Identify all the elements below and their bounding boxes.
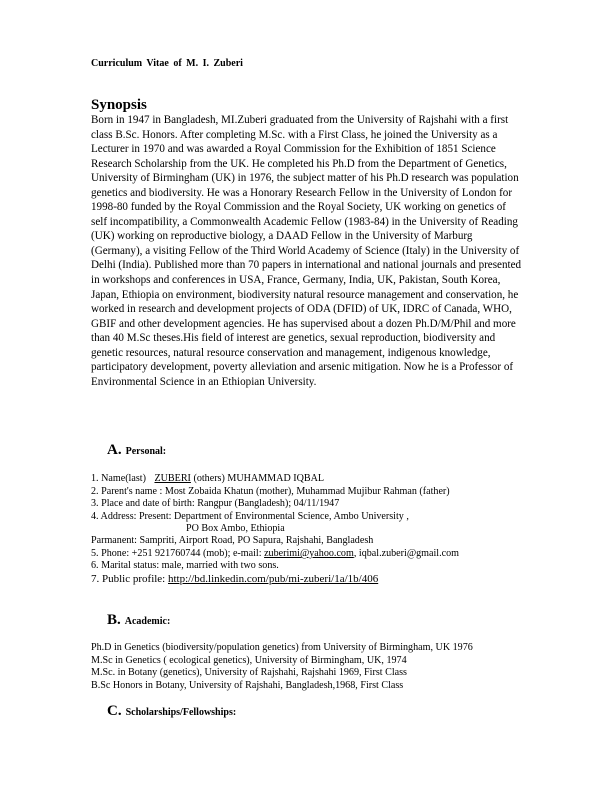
profile-prefix: 7. Public profile:	[91, 573, 166, 585]
name-rest: (others) MUHAMMAD IQBAL	[193, 473, 325, 484]
scholarships-section-title: Scholarships/Fellowships:	[125, 707, 237, 718]
scholarships-section-letter: C.	[107, 703, 122, 719]
name-prefix: 1. Name(last)	[91, 473, 146, 484]
phone-prefix: 5. Phone: +251 921760744 (mob); e-mail:	[91, 548, 262, 559]
synopsis-paragraph: Born in 1947 in Bangladesh, MI.Zuberi graduated from the University of Rajshahi with a first class B.Sc. Honors. After completing M.Sc. with a First Class, he joined the University as a Lecturer in 1970 and was awarded a Royal Commission for the Exhibition of 1851 Science Research Scholarship from the UK. He completed his Ph.D from the Department of Genetics, University of Birmingham (UK) in 1976, the subject matter of his Ph.D research was population genetics and biodiversity. He was a Honorary Research Fellow in the University of London for 1998-80 funded by the Royal Commission and the Royal Society, UK working on genetics of self incompatibility, a Commonwealth Academic Fellow (1983-84) in the University of Reading (UK) working on reproductive biology, a DAAD Fellow in the University of Marburg (Germany), a visiting Fellow of the Third World Academy of Science (Italy) in the University of Delhi (India). Published more than 70 papers in international and national journals and presented in workshops and conferences in USA, France, Germany, India, UK, Pakistan, South Korea, Japan, Ethiopia on environment, biodiversity natural resource management and conservation, he worked in research and development projects of ODA (DFID) of UK, IDRC of Canada, WHO, GBIF and other development agencies. He has supervised about a dozen Ph.D/M/Phil and more than 40 M.Sc theses.His field of interest are genetics, sexual reproduction, biodiversity and genetic resources, natural resource conservation and management, indigenous knowledge, participatory development, poverty alleviation and arsenic mitigation. Now he is a Professor of Environmental Science in an Ethiopian University.	[91, 114, 522, 388]
email-separator: ,	[353, 548, 357, 559]
academic-entry: M.Sc in Genetics ( ecological genetics), University of Birmingham, UK, 1974	[91, 655, 407, 666]
personal-phone-line	[91, 548, 459, 560]
academic-entry: M.Sc. in Botany (genetics), University of Rajshahi, Rajshahi 1969, First Class	[91, 667, 407, 678]
academic-section-title: Academic:	[124, 616, 171, 627]
academic-entry: Ph.D in Genetics (biodiversity/population genetics) from University of Birmingham, UK 1976	[91, 642, 473, 653]
personal-section-letter: A.	[107, 442, 122, 458]
page-title: Curriculum Vitae of M. I. Zuberi	[91, 58, 243, 69]
personal-name-line	[91, 473, 324, 485]
synopsis-heading: Synopsis	[91, 97, 147, 113]
personal-address-present: 4. Address: Present: Department of Environmental Science, Ambo University ,	[91, 511, 409, 522]
academic-section-letter: B.	[107, 612, 121, 628]
personal-parents-line: 2. Parent's name : Most Zobaida Khatun (mother), Muhammad Mujibur Rahman (father)	[91, 486, 450, 497]
personal-marital-line: 6. Marital status: male, married with two sons.	[91, 560, 279, 571]
personal-address-po: PO Box Ambo, Ethiopia	[186, 523, 285, 534]
personal-profile-line	[91, 573, 378, 585]
personal-birth-line: 3. Place and date of birth: Rangpur (Bangladesh); 04/11/1947	[91, 498, 340, 509]
profile-link[interactable]: http://bd.linkedin.com/pub/mi-zuberi/1a/1b/406	[168, 573, 379, 585]
personal-address-permanent: Parmanent: Sampriti, Airport Road, PO Sapura, Rajshahi, Bangladesh	[91, 535, 374, 546]
scholarships-section-heading	[107, 703, 236, 720]
email-link-yahoo[interactable]: zuberimi@yahoo.com	[264, 548, 354, 559]
last-name: ZUBERI	[154, 473, 191, 484]
academic-entry: B.Sc Honors in Botany, University of Rajshahi, Bangladesh,1968, First Class	[91, 680, 404, 691]
academic-section-heading	[107, 612, 170, 629]
personal-section-title: Personal:	[125, 446, 167, 457]
personal-section-heading	[107, 442, 166, 459]
email-gmail: iqbal.zuberi@gmail.com	[358, 548, 460, 559]
